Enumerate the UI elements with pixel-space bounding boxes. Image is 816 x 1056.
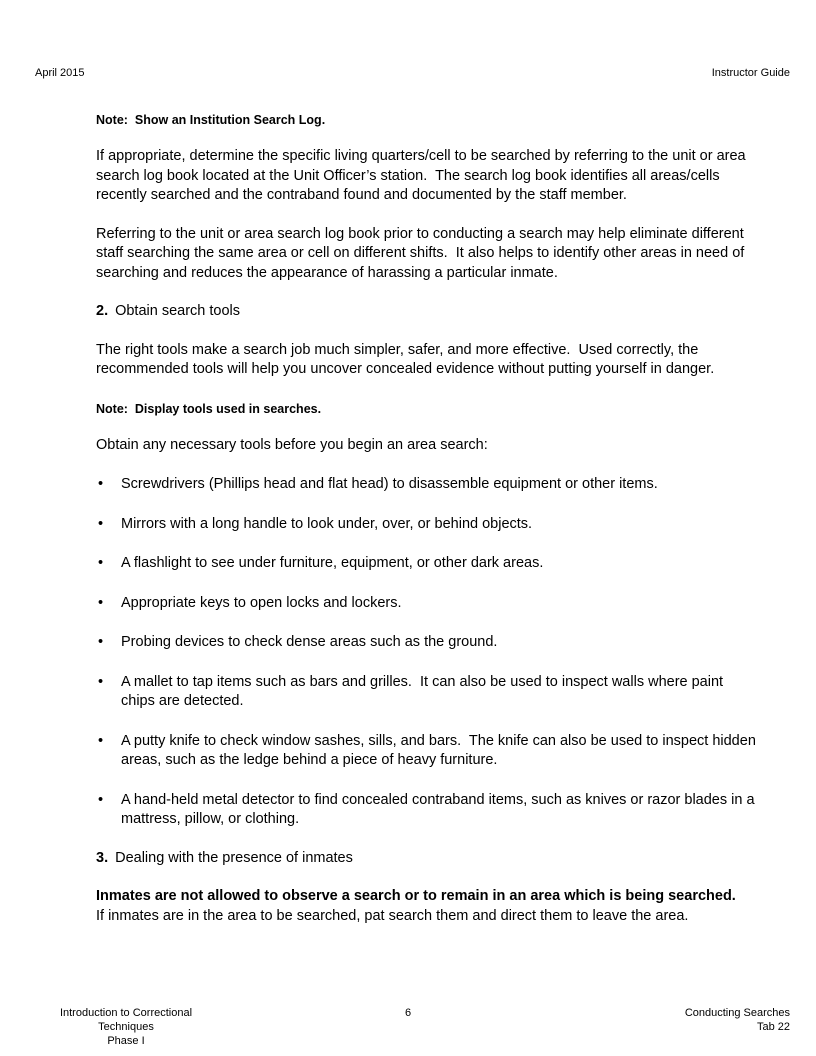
section-number: 3.: [96, 849, 109, 866]
instructor-note-search-log: Note: Show an Institution Search Log.: [96, 113, 326, 127]
inmates-policy-bold-sentence: Inmates are not allowed to observe a search or to remain in an area which is being searched.: [96, 888, 736, 904]
tool-bullet-list: [96, 475, 758, 830]
inmates-policy-instruction: If inmates are in the area to be searched, pat search them and direct them to leave the area.: [96, 907, 689, 924]
list-item-mallet: • A mallet to tap items such as bars and grilles. It can also be used to inspect walls where paint chips are detected.: [96, 673, 758, 712]
paragraph-search-log-benefits: Referring to the unit or area search log book prior to conducting a search may help eliminate different staff searching the same area or cell on different shifts. It also helps to identify other areas in need of searching and reduces the appearance of harassing a particular inmate.: [96, 225, 749, 281]
footer-course-line1: Introduction to Correctional Techniques: [59, 1007, 193, 1033]
footer-section-line1: Conducting Searches: [684, 1007, 790, 1019]
section-heading-presence-of-inmates: [96, 849, 758, 869]
list-item-putty-knife: • A putty knife to check window sashes, sills, and bars. The knife can also be used to inspect hidden areas, such as the ledge behind a piece of heavy furniture.: [96, 732, 758, 771]
section-number: 2.: [96, 303, 109, 319]
footer-course-line2: Phase I: [107, 1035, 145, 1047]
paragraph-search-log-intro: If appropriate, determine the specific living quarters/cell to be searched by referring to the unit or area search log book located at the Unit Officer’s station. The search log book identifies all areas/cells recently searched and the contraband found and documented by the staff member.: [96, 148, 750, 203]
list-item-keys: • Appropriate keys to open locks and lockers.: [96, 594, 758, 614]
list-item-probing-devices: • Probing devices to check dense areas such as the ground.: [96, 633, 758, 653]
instructor-note-display-tools: Note: Display tools used in searches.: [96, 401, 322, 416]
list-item-mirrors: • Mirrors with a long handle to look under, over, or behind objects.: [96, 515, 758, 535]
list-item-screwdrivers: • Screwdrivers (Phillips head and flat head) to disassemble equipment or other items.: [96, 475, 758, 495]
list-item-flashlight: • A flashlight to see under furniture, equipment, or other dark areas.: [96, 554, 758, 574]
footer-section-tab: [685, 1006, 790, 1034]
header-date: April 2015: [35, 67, 85, 79]
list-item-metal-detector: • A hand-held metal detector to find concealed contraband items, such as knives or razor blades in a mattress, pillow, or clothing.: [96, 791, 758, 830]
footer-section-line2: Tab 22: [756, 1021, 790, 1033]
paragraph-obtain-tools-lead-in: Obtain any necessary tools before you begin an area search:: [96, 436, 488, 453]
paragraph-inmates-policy: [96, 887, 758, 926]
header-doc-type: Instructor Guide: [711, 67, 790, 79]
section-title: Obtain search tools: [115, 303, 241, 319]
page-body: [96, 112, 758, 926]
paragraph-right-tools: The right tools make a search job much simpler, safer, and more effective. Used correctly, the recommended tools will help you uncover concealed evidence without putting yourself in danger.: [96, 341, 715, 377]
footer-page-number: 6: [404, 1007, 412, 1019]
section-title: Dealing with the presence of inmates: [115, 849, 353, 866]
section-heading-obtain-search-tools: [96, 302, 758, 322]
